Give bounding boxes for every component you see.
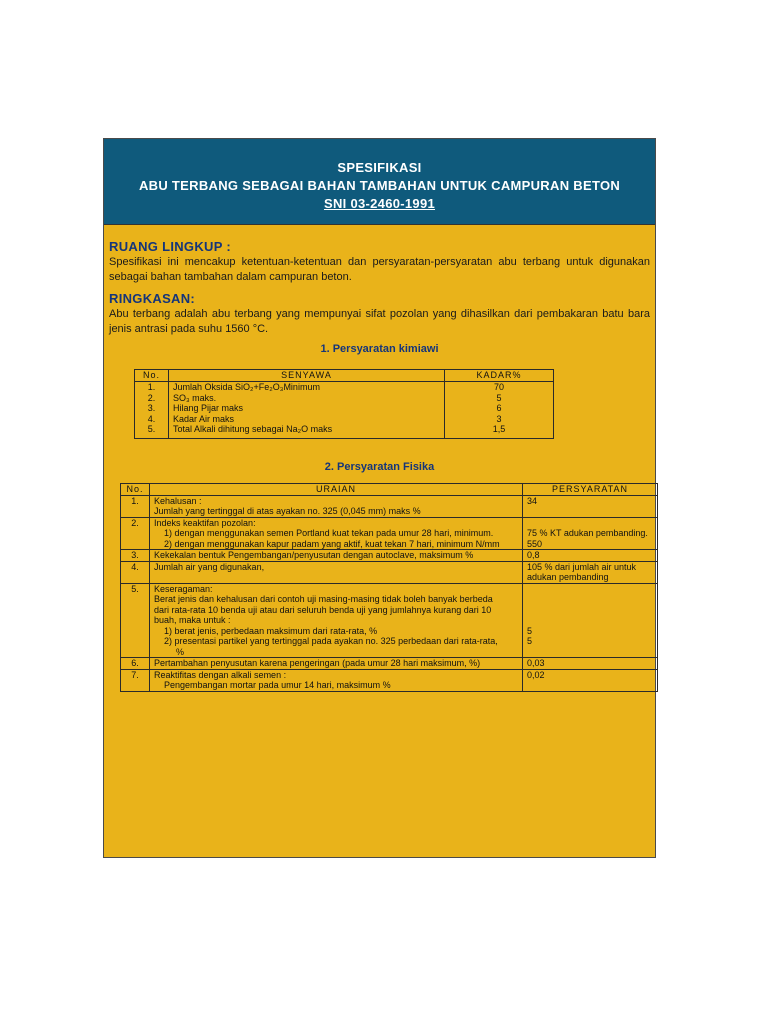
col-header-uraian: URAIAN bbox=[150, 483, 523, 495]
header-subtitle: ABU TERBANG SEBAGAI BAHAN TAMBAHAN UNTUK CAMPURAN BETON bbox=[138, 178, 621, 193]
cell-uraian: Jumlah air yang digunakan, bbox=[150, 561, 523, 583]
uraian-line: 1) dengan menggunakan semen Portland kuat tekan pada umur 28 hari, minimum. bbox=[164, 528, 494, 538]
cell-no: 2. bbox=[121, 517, 150, 550]
cell-no: 5. bbox=[121, 583, 150, 658]
persyaratan-line: 5 bbox=[527, 625, 533, 636]
cell-kadar: 5 bbox=[445, 393, 554, 404]
persyaratan-line: 5 bbox=[527, 636, 533, 646]
table-row bbox=[121, 517, 658, 550]
table-header-row bbox=[121, 483, 658, 495]
persyaratan-line: 550 bbox=[527, 538, 543, 549]
cell-no: 5. bbox=[135, 424, 169, 438]
cell-kadar: 6 bbox=[445, 403, 554, 414]
persyaratan-line: adukan pembanding bbox=[527, 572, 609, 582]
col-header-senyawa: SENYAWA bbox=[169, 370, 445, 382]
spacer bbox=[527, 605, 653, 616]
persyaratan-line: 75 % KT adukan pembanding. bbox=[527, 528, 648, 538]
cell-persyaratan bbox=[523, 517, 658, 550]
table-row bbox=[135, 382, 554, 393]
spacer bbox=[527, 615, 653, 626]
col-header-no: No. bbox=[121, 483, 150, 495]
cell-persyaratan: 0,03 bbox=[523, 658, 658, 670]
col-header-kadar: KADAR% bbox=[445, 370, 554, 382]
cell-persyaratan: 34 bbox=[523, 495, 658, 517]
table-header-row bbox=[135, 370, 554, 382]
table-row bbox=[135, 393, 554, 404]
table-row bbox=[135, 403, 554, 414]
col-header-persyaratan: PERSYARATAN bbox=[523, 483, 658, 495]
content-area bbox=[104, 225, 655, 692]
cell-no: 6. bbox=[121, 658, 150, 670]
cell-uraian bbox=[150, 583, 523, 658]
cell-uraian bbox=[150, 517, 523, 550]
uraian-line: Kehalusan : bbox=[154, 495, 202, 506]
cell-no: 3. bbox=[121, 550, 150, 562]
cell-persyaratan: 0,8 bbox=[523, 550, 658, 562]
cell-uraian bbox=[150, 495, 523, 517]
uraian-line: 2) dengan menggunakan kapur padam yang aktif, kuat tekan 7 hari, minimum N/mm bbox=[164, 538, 500, 549]
cell-kadar: 70 bbox=[445, 382, 554, 393]
cell-senyawa: SO₃ maks. bbox=[169, 393, 445, 404]
cell-uraian bbox=[150, 669, 523, 691]
cell-senyawa: Hilang Pijar maks bbox=[169, 403, 445, 414]
cell-no: 4. bbox=[135, 414, 169, 425]
cell-persyaratan bbox=[523, 561, 658, 583]
cell-no: 3. bbox=[135, 403, 169, 414]
cell-senyawa: Total Alkali dihitung sebagai Na₂O maks bbox=[169, 424, 445, 438]
uraian-line: % bbox=[176, 646, 185, 657]
uraian-line: 2) presentasi partikel yang tertinggal pada ayakan no. 325 perbedaan dari rata-rata, bbox=[164, 636, 498, 646]
table-row bbox=[121, 550, 658, 562]
col-header-no: No. bbox=[135, 370, 169, 382]
cell-no: 1. bbox=[121, 495, 150, 517]
persyaratan-line: 105 % dari jumlah air untuk bbox=[527, 561, 637, 572]
cell-no: 7. bbox=[121, 669, 150, 691]
ruang-lingkup-text: Spesifikasi ini mencakup ketentuan-ketentuan dan persyaratan-persyaratan abu terbang untuk digunakan sebagai bahan tambahan dalam campuran beton. bbox=[109, 256, 650, 283]
physical-requirements-table bbox=[120, 483, 658, 692]
ringkasan-text: Abu terbang adalah abu terbang yang mempunyai sifat pozolan yang dihasilkan dari pembakaran batu bara jenis antrasi pada suhu 1560 °C. bbox=[109, 308, 650, 335]
header-standard-number: SNI 03-2460-1991 bbox=[323, 196, 436, 211]
cell-persyaratan: 0,02 bbox=[523, 669, 658, 691]
section-title-ruang-lingkup: RUANG LINGKUP : bbox=[109, 239, 231, 254]
uraian-line: Berat jenis dan kehalusan dari contoh uji masing-masing tidak boleh banyak berbeda bbox=[154, 594, 493, 604]
uraian-line: Keseragaman: bbox=[154, 583, 213, 594]
table-row bbox=[121, 669, 658, 691]
table-row bbox=[121, 658, 658, 670]
table-row bbox=[135, 424, 554, 438]
specification-sheet bbox=[103, 138, 656, 858]
cell-uraian: Pertambahan penyusutan karena pengeringan (pada umur 28 hari maksimum, %) bbox=[150, 658, 523, 670]
table2-title: 2. Persyaratan Fisika bbox=[324, 460, 435, 473]
chemical-requirements-table bbox=[134, 369, 554, 439]
uraian-line: Reaktifitas dengan alkali semen : bbox=[154, 669, 287, 680]
spacer bbox=[527, 584, 653, 595]
cell-persyaratan bbox=[523, 583, 658, 658]
spacer bbox=[527, 518, 653, 529]
uraian-line: buah, maka untuk : bbox=[154, 615, 231, 625]
section-title-ringkasan: RINGKASAN: bbox=[109, 291, 196, 306]
uraian-line: dari rata-rata 10 benda uji atau dari seluruh benda uji yang jumlahnya kurang dari 10 bbox=[154, 604, 492, 615]
cell-kadar: 3 bbox=[445, 414, 554, 425]
header-title: SPESIFIKASI bbox=[337, 160, 422, 175]
table-row bbox=[135, 414, 554, 425]
spacer bbox=[527, 594, 653, 605]
cell-senyawa: Jumlah Oksida SiO₂+Fe₂O₃Minimum bbox=[169, 382, 445, 393]
uraian-line: Pengembangan mortar pada umur 14 hari, maksimum % bbox=[164, 680, 391, 690]
table-row bbox=[121, 495, 658, 517]
table-row bbox=[121, 583, 658, 658]
cell-no: 4. bbox=[121, 561, 150, 583]
cell-no: 2. bbox=[135, 393, 169, 404]
uraian-line: 1) berat jenis, perbedaan maksimum dari rata-rata, % bbox=[164, 625, 378, 636]
table1-title: 1. Persyaratan kimiawi bbox=[320, 343, 439, 355]
table-row bbox=[121, 561, 658, 583]
cell-no: 1. bbox=[135, 382, 169, 393]
header-banner bbox=[104, 139, 655, 225]
uraian-line: Jumlah yang tertinggal di atas ayakan no. 325 (0,045 mm) maks % bbox=[154, 506, 421, 516]
cell-uraian: Kekekalan bentuk Pengembangan/penyusutan dengan autoclave, maksimum % bbox=[150, 550, 523, 562]
cell-kadar: 1,5 bbox=[445, 424, 554, 438]
cell-senyawa: Kadar Air maks bbox=[169, 414, 445, 425]
uraian-line: Indeks keaktifan pozolan: bbox=[154, 517, 256, 528]
